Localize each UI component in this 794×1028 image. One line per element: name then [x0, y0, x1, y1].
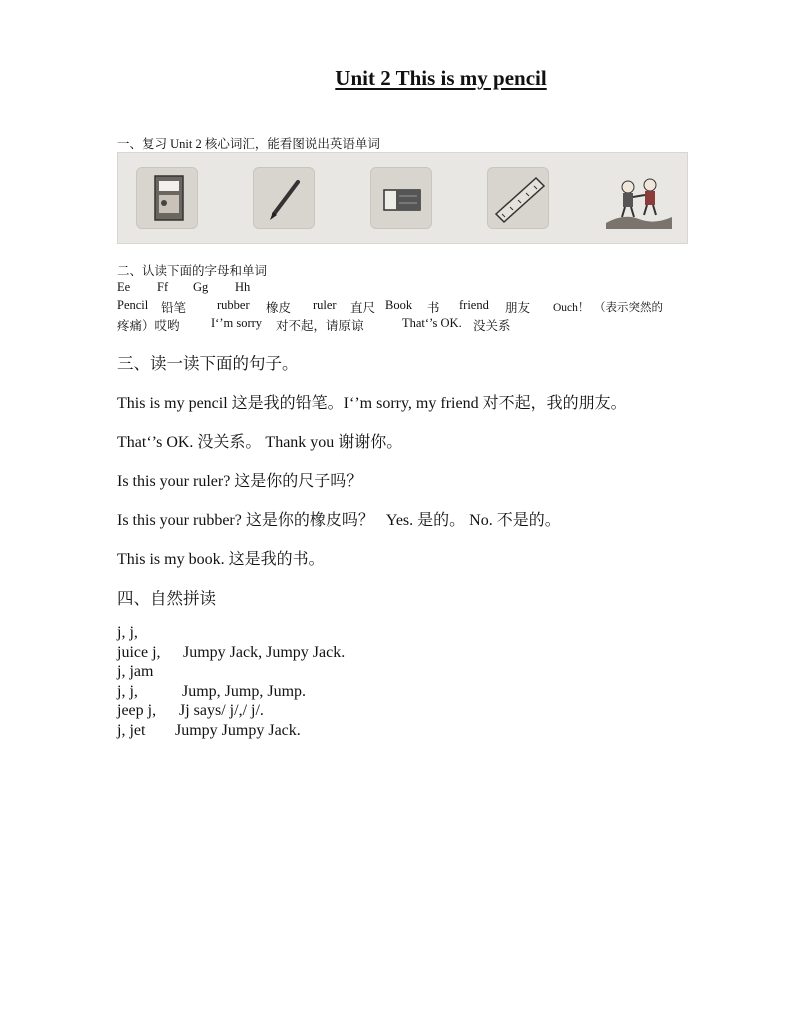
vocab-meaning: 没关系 [473, 319, 511, 333]
sentence-line: That‘’s OK. 没关系。 Thank you 谢谢你。 [117, 434, 403, 451]
vocab-word: I‘’m sorry [211, 316, 263, 330]
sentence-line: This is my book. 这是我的书。 [117, 551, 325, 568]
vocab-picture-strip [117, 152, 688, 244]
vocab-meaning: 直尺 [350, 301, 376, 315]
vocab-word: ruler [313, 298, 337, 312]
vocab-meaning: 疼痛）哎哟 [117, 319, 180, 333]
section1-heading: 一、复习 Unit 2 核心词汇，能看图说出英语单词 [117, 137, 380, 151]
vocab-meaning: 书 [427, 301, 440, 315]
vocab-meaning: （表示突然的 [594, 302, 663, 314]
section3-heading: 三、读一读下面的句子。 [117, 354, 299, 373]
phonics-chant: Jump, Jump, Jump. [182, 683, 307, 700]
vocab-word: Pencil [117, 298, 149, 312]
phonics-chant: Jumpy Jack, Jumpy Jack. [183, 644, 346, 661]
phonics-word: juice j, [117, 644, 161, 661]
rubber-icon [370, 167, 432, 229]
phonics-word: j, jam [117, 663, 154, 680]
vocab-meaning: 朋友 [505, 301, 531, 315]
vocab-word: That‘’s OK. [402, 316, 462, 330]
phonics-chant: Jumpy Jumpy Jack. [175, 722, 301, 739]
section2-heading: 二、认读下面的字母和单词 [117, 264, 268, 278]
phonics-word: j, j, [117, 624, 138, 641]
pencil-icon [253, 167, 315, 229]
phonics-word: jeep j, [117, 702, 157, 719]
section4-heading: 四、自然拼读 [117, 589, 216, 608]
vocab-meaning: 橡皮 [266, 301, 292, 315]
phonics-word: j, jet [117, 722, 146, 739]
letter: Ee [117, 280, 131, 294]
ruler-icon [487, 167, 549, 229]
letter: Ff [157, 280, 169, 294]
phonics-chant: Jj says/ j/,/ j/. [179, 702, 264, 719]
vocab-word: friend [459, 298, 489, 312]
vocab-word: Book [385, 298, 413, 312]
vocab-meaning: 对不起，请原谅 [276, 319, 364, 333]
phonics-word: j, j, [117, 683, 138, 700]
friends-icon [604, 167, 674, 229]
letter: Hh [235, 280, 251, 294]
letter: Gg [193, 280, 209, 294]
vocab-word: Ouch！ [553, 302, 590, 314]
sentence-line: Is this your rubber? 这是你的橡皮吗？ Yes. 是的。 No. 不是的。 [117, 512, 561, 529]
sentence-line: This is my pencil 这是我的铅笔。I‘’m sorry, my friend 对不起，我的朋友。 [117, 395, 627, 412]
vocab-word: rubber [217, 298, 250, 312]
sentence-line: Is this your ruler? 这是你的尺子吗？ [117, 473, 363, 490]
page-title: Unit 2 This is my pencil [335, 66, 547, 90]
vocab-meaning: 铅笔 [161, 301, 187, 315]
book-icon [136, 167, 198, 229]
